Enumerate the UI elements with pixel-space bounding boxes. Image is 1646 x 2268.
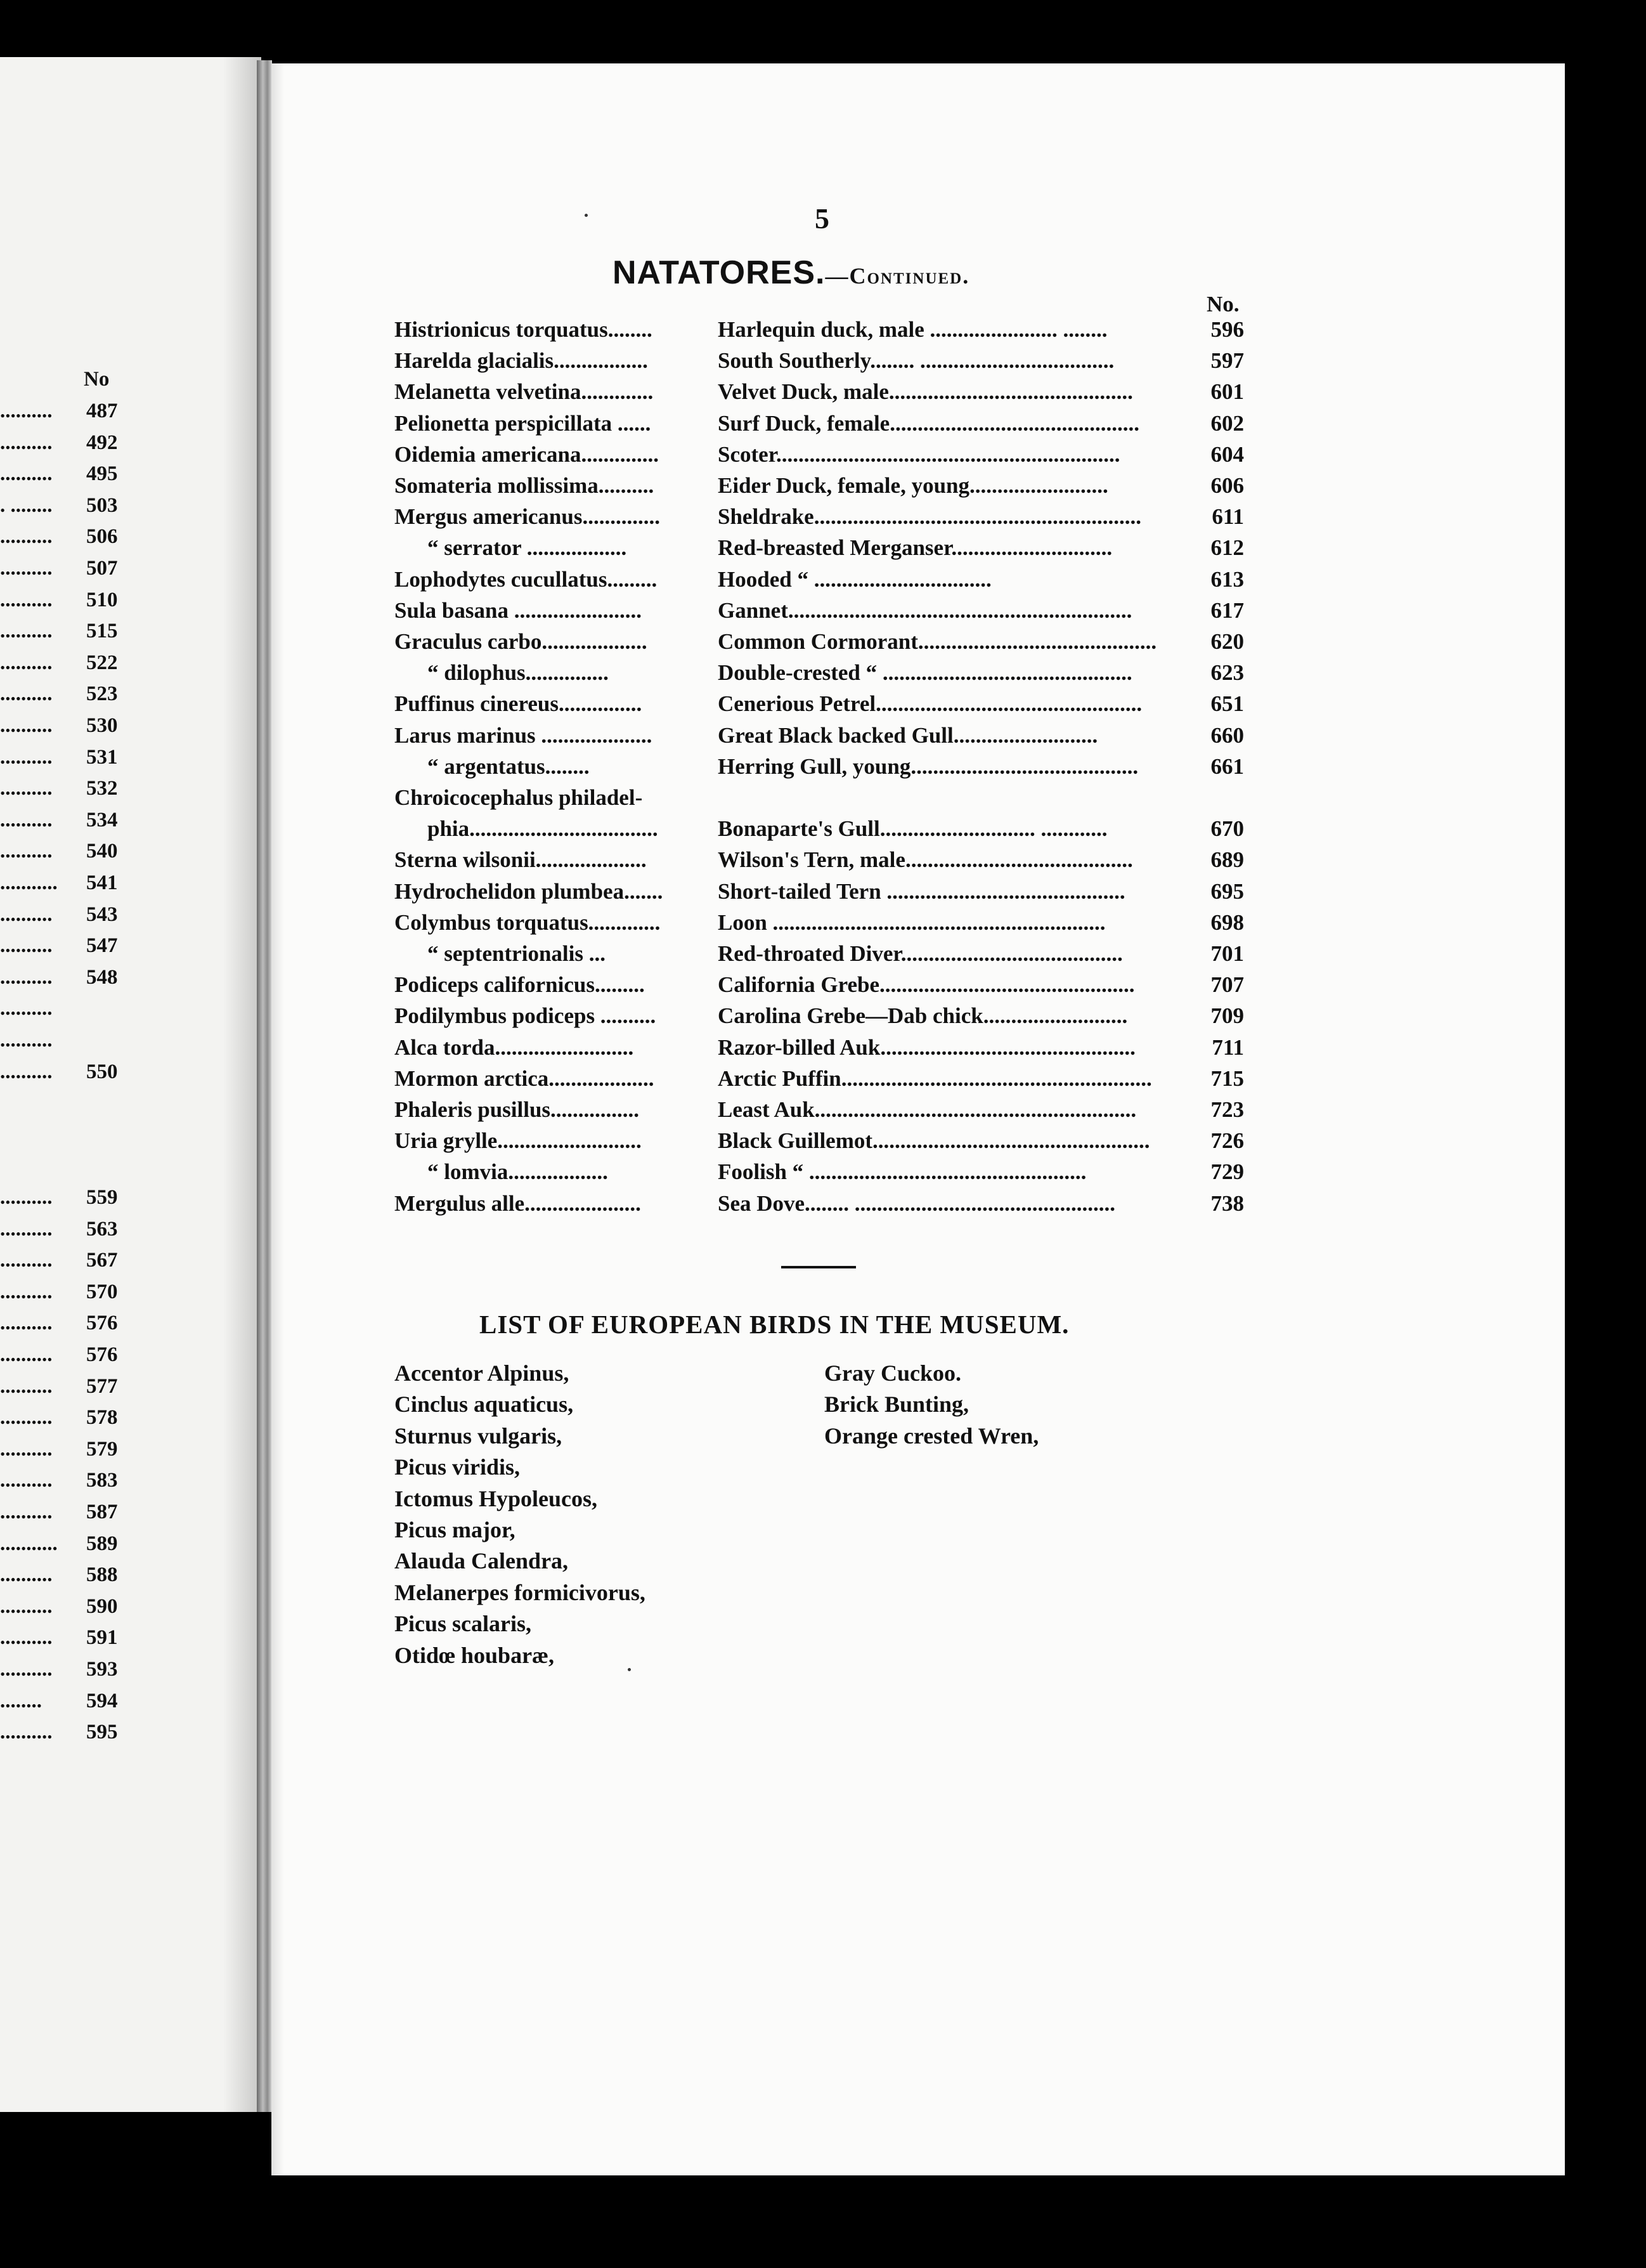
entry-number: 698 xyxy=(1210,909,1244,935)
entry-number: 602 xyxy=(1210,410,1244,436)
entry-row xyxy=(394,379,1257,410)
european-bird-name: Accentor Alpinus, xyxy=(394,1360,569,1386)
entry-number: 707 xyxy=(1210,972,1244,998)
left-row-number: 576 xyxy=(86,1343,118,1366)
entry-number: 597 xyxy=(1210,348,1244,374)
entry-row xyxy=(394,442,1257,473)
page-edge-shadow xyxy=(271,63,284,2175)
common-name: Red-breasted Merganser............................. xyxy=(718,535,1113,561)
left-row-dots: ........... xyxy=(0,1532,58,1555)
entry-row xyxy=(394,598,1257,629)
left-row-number: 522 xyxy=(86,651,118,674)
entry-row xyxy=(394,879,1257,910)
entry-row xyxy=(394,317,1257,348)
common-name: Short-tailed Tern ........................................... xyxy=(718,878,1125,904)
entry-row xyxy=(394,504,1257,535)
left-row-number: 523 xyxy=(86,682,118,706)
left-row-dots: .......... xyxy=(0,965,53,989)
entry-row xyxy=(394,1159,1257,1190)
entry-number: 623 xyxy=(1210,660,1244,686)
latin-name: Lophodytes cucullatus......... xyxy=(394,566,658,592)
european-bird-name: Picus viridis, xyxy=(394,1454,521,1480)
entry-row xyxy=(394,816,1257,847)
entry-number: 601 xyxy=(1210,379,1244,405)
entry-row xyxy=(394,847,1257,878)
left-row-number: 591 xyxy=(86,1626,118,1650)
entry-number: 738 xyxy=(1210,1190,1244,1216)
entry-row xyxy=(394,660,1257,691)
left-row-dots: . ........ xyxy=(0,493,53,517)
european-bird-name: Otidœ houbaræ, xyxy=(394,1642,555,1668)
common-name: Cenerious Petrel................................................ xyxy=(718,691,1143,717)
entry-row xyxy=(394,1035,1257,1066)
entry-number: 729 xyxy=(1210,1159,1244,1185)
left-row-dots: .......... xyxy=(0,1343,53,1366)
common-name: Least Auk.......................................................... xyxy=(718,1097,1137,1122)
left-row-dots: ........... xyxy=(0,871,58,894)
left-row-number: 547 xyxy=(86,934,118,958)
common-name: Surf Duck, female............................................. xyxy=(718,410,1139,436)
entry-number: 726 xyxy=(1210,1128,1244,1154)
common-name: Razor-billed Auk.............................................. xyxy=(718,1034,1136,1060)
left-row-number: 578 xyxy=(86,1406,118,1430)
left-row-dots: ........ xyxy=(0,1689,42,1712)
common-name: Herring Gull, young......................................... xyxy=(718,753,1139,779)
left-row-dots: .......... xyxy=(0,934,53,958)
european-bird-name: Picus major, xyxy=(394,1517,515,1542)
latin-name: Melanetta velvetina............. xyxy=(394,379,654,405)
left-row-number: 594 xyxy=(86,1689,118,1712)
common-name: Hooded “ ................................ xyxy=(718,566,992,592)
common-name: Red-throated Diver........................................ xyxy=(718,941,1123,966)
entry-row xyxy=(394,754,1257,785)
entry-row xyxy=(394,723,1257,754)
common-name: Common Cormorant........................................... xyxy=(718,629,1157,654)
latin-name: Larus marinus .................... xyxy=(394,722,652,748)
entry-number: 613 xyxy=(1210,566,1244,592)
latin-name: Somateria mollissima.......... xyxy=(394,473,654,498)
left-row-dots: .......... xyxy=(0,1406,53,1430)
latin-name: Oidemia americana.............. xyxy=(394,441,659,467)
common-name: Scoter.............................................................. xyxy=(718,441,1120,467)
entry-row xyxy=(394,1066,1257,1097)
entry-number: 695 xyxy=(1210,878,1244,904)
entry-row xyxy=(394,535,1257,566)
left-row-number: 593 xyxy=(86,1658,118,1681)
left-row-dots: .......... xyxy=(0,462,53,486)
common-name: Eider Duck, female, young......................... xyxy=(718,473,1108,498)
latin-name: “ argentatus........ xyxy=(427,753,590,779)
left-row-dots: .......... xyxy=(0,777,53,800)
left-row-number: 589 xyxy=(86,1532,118,1555)
number-column-header: No. xyxy=(1207,292,1240,316)
left-row-dots: .......... xyxy=(0,431,53,454)
entry-number: 612 xyxy=(1210,535,1244,561)
left-row-number: 506 xyxy=(86,525,118,549)
left-row-number: 510 xyxy=(86,588,118,611)
heading-continued: —Continued. xyxy=(825,263,970,289)
common-name: California Grebe.............................................. xyxy=(718,972,1135,998)
entry-row xyxy=(394,910,1257,941)
left-row-dots: .......... xyxy=(0,651,53,674)
left-row-dots: .......... xyxy=(0,997,53,1020)
entry-row xyxy=(394,473,1257,504)
left-row-number: 515 xyxy=(86,620,118,643)
left-page-fragment xyxy=(0,57,261,2112)
left-row-dots: .......... xyxy=(0,745,53,769)
left-row-dots: .......... xyxy=(0,620,53,643)
left-row-dots: .......... xyxy=(0,1249,53,1272)
common-name: Sea Dove........ ............................................... xyxy=(718,1190,1116,1216)
section-heading xyxy=(612,254,969,292)
entry-number: 604 xyxy=(1210,441,1244,467)
common-name: Velvet Duck, male............................................ xyxy=(718,379,1133,405)
latin-name: Podilymbus podiceps .......... xyxy=(394,1003,656,1029)
common-name: Wilson's Tern, male......................................... xyxy=(718,847,1133,873)
left-row-number: 563 xyxy=(86,1217,118,1241)
left-row-number: 503 xyxy=(86,493,118,517)
latin-name: Mergulus alle..................... xyxy=(394,1190,641,1216)
page-shadow xyxy=(223,57,261,2112)
european-bird-name: Picus scalaris, xyxy=(394,1611,531,1637)
european-bird-name: Sturnus vulgaris, xyxy=(394,1423,562,1449)
left-row-dots: .......... xyxy=(0,1060,53,1083)
left-row-dots: .......... xyxy=(0,682,53,706)
common-name: Bonaparte's Gull............................ ............ xyxy=(718,816,1108,842)
entry-number: 660 xyxy=(1210,722,1244,748)
common-name: Carolina Grebe—Dab chick.......................... xyxy=(718,1003,1128,1029)
entry-row xyxy=(394,567,1257,598)
latin-name: phia.................................. xyxy=(427,816,658,842)
latin-name: Mormon arctica................... xyxy=(394,1066,654,1091)
entry-number: 651 xyxy=(1210,691,1244,717)
left-row-number: 530 xyxy=(86,714,118,737)
entry-row xyxy=(394,941,1257,972)
entry-number: 709 xyxy=(1210,1003,1244,1029)
left-row-number: 531 xyxy=(86,745,118,769)
entry-number: 670 xyxy=(1210,816,1244,842)
print-speck xyxy=(585,214,588,217)
left-row-dots: .......... xyxy=(0,1721,53,1744)
left-row-number: 548 xyxy=(86,965,118,989)
left-row-number: 540 xyxy=(86,840,118,863)
print-speck xyxy=(628,1668,631,1671)
entry-number: 715 xyxy=(1210,1066,1244,1091)
entry-number: 611 xyxy=(1212,504,1244,530)
left-row-number: 567 xyxy=(86,1249,118,1272)
latin-name: Histrionicus torquatus........ xyxy=(394,317,652,342)
left-column-header: No xyxy=(84,368,110,391)
common-name: Arctic Puffin........................................................ xyxy=(718,1066,1152,1091)
left-row-dots: .......... xyxy=(0,557,53,580)
latin-name: Sterna wilsonii.................... xyxy=(394,847,647,873)
latin-name: Graculus carbo................... xyxy=(394,629,647,654)
left-row-dots: .......... xyxy=(0,1029,53,1052)
left-row-dots: .......... xyxy=(0,1501,53,1523)
entry-number: 701 xyxy=(1210,941,1244,966)
entry-row xyxy=(394,1128,1257,1159)
latin-name: Sula basana ....................... xyxy=(394,597,642,623)
latin-name: Colymbus torquatus............. xyxy=(394,909,661,935)
european-bird-name: Cinclus aquaticus, xyxy=(394,1391,574,1418)
latin-name: Hydrochelidon plumbea....... xyxy=(394,878,663,904)
left-row-dots: .......... xyxy=(0,1312,53,1335)
left-row-dots: .......... xyxy=(0,1658,53,1681)
entry-number: 723 xyxy=(1210,1097,1244,1122)
left-row-dots: .......... xyxy=(0,1280,53,1303)
left-row-dots: .......... xyxy=(0,525,53,549)
entry-number: 606 xyxy=(1210,473,1244,498)
entry-number: 596 xyxy=(1210,317,1244,342)
entry-row xyxy=(394,691,1257,722)
entry-row xyxy=(394,629,1257,660)
entry-row xyxy=(394,785,1257,816)
entry-row xyxy=(394,348,1257,379)
common-name: Harlequin duck, male ....................... ........ xyxy=(718,317,1108,342)
european-bird-name: Ictomus Hypoleucos, xyxy=(394,1485,598,1511)
left-row-dots: .......... xyxy=(0,1594,53,1618)
left-row-number: 495 xyxy=(86,462,118,486)
left-row-number: 570 xyxy=(86,1280,118,1303)
left-row-dots: .......... xyxy=(0,1626,53,1650)
latin-name: Puffinus cinereus............... xyxy=(394,691,642,717)
left-row-dots: .......... xyxy=(0,1469,53,1492)
european-bird-name: Gray Cuckoo. xyxy=(824,1360,961,1386)
left-row-number: 577 xyxy=(86,1374,118,1398)
left-row-dots: .......... xyxy=(0,1437,53,1461)
section-divider xyxy=(781,1266,856,1268)
common-name: Double-crested “ ............................................. xyxy=(718,660,1132,686)
left-row-dots: .......... xyxy=(0,1217,53,1241)
heading-title: NATATORES. xyxy=(612,254,826,291)
left-row-number: 534 xyxy=(86,808,118,831)
left-row-dots: .......... xyxy=(0,588,53,611)
entry-number: 661 xyxy=(1210,753,1244,779)
entry-row xyxy=(394,972,1257,1003)
common-name: Black Guillemot.................................................. xyxy=(718,1128,1150,1154)
latin-name: Alca torda......................... xyxy=(394,1034,634,1060)
entry-row xyxy=(394,1191,1257,1222)
left-row-number: 532 xyxy=(86,777,118,800)
latin-name: Podiceps californicus......... xyxy=(394,972,645,998)
entry-row xyxy=(394,1003,1257,1034)
latin-name: Harelda glacialis................. xyxy=(394,348,648,374)
latin-name: “ lomvia.................. xyxy=(427,1159,608,1185)
common-name: Foolish “ .................................................. xyxy=(718,1159,1087,1185)
left-row-number: 550 xyxy=(86,1060,118,1083)
european-bird-name: Brick Bunting, xyxy=(824,1391,969,1418)
left-row-number: 579 xyxy=(86,1437,118,1461)
entry-row xyxy=(394,411,1257,442)
common-name: Sheldrake........................................................... xyxy=(718,504,1141,530)
left-row-dots: .......... xyxy=(0,903,53,926)
book-gutter xyxy=(257,60,272,2112)
left-row-number: 595 xyxy=(86,1721,118,1744)
left-row-number: 583 xyxy=(86,1469,118,1492)
left-row-dots: .......... xyxy=(0,1186,53,1209)
left-row-dots: .......... xyxy=(0,714,53,737)
left-row-dots: .......... xyxy=(0,1374,53,1398)
left-row-number: 507 xyxy=(86,557,118,580)
entry-number: 711 xyxy=(1212,1034,1244,1060)
latin-name: Chroicocephalus philadel- xyxy=(394,785,643,810)
latin-name: Uria grylle.......................... xyxy=(394,1128,642,1154)
common-name: Great Black backed Gull.......................... xyxy=(718,722,1098,748)
latin-name: “ septentrionalis ... xyxy=(427,941,606,966)
european-bird-name: Melanerpes formicivorus, xyxy=(394,1579,645,1605)
latin-name: Phaleris pusillus................ xyxy=(394,1097,640,1122)
left-row-number: 576 xyxy=(86,1312,118,1335)
entry-number: 689 xyxy=(1210,847,1244,873)
latin-name: Mergus americanus.............. xyxy=(394,504,660,530)
entry-row xyxy=(394,1097,1257,1128)
latin-name: “ dilophus............... xyxy=(427,660,609,686)
left-row-number: 590 xyxy=(86,1594,118,1618)
entry-number: 617 xyxy=(1210,597,1244,623)
left-row-dots: .......... xyxy=(0,808,53,831)
latin-name: “ serrator .................. xyxy=(427,535,627,561)
left-row-number: 588 xyxy=(86,1563,118,1587)
common-name: Loon ............................................................ xyxy=(718,909,1106,935)
left-row-number: 492 xyxy=(86,431,118,454)
left-row-number: 587 xyxy=(86,1501,118,1523)
left-row-number: 543 xyxy=(86,903,118,926)
latin-name: Pelionetta perspicillata ...... xyxy=(394,410,651,436)
left-row-number: 541 xyxy=(86,871,118,894)
entry-number: 620 xyxy=(1210,629,1244,654)
page-number: 5 xyxy=(815,202,829,235)
common-name: South Southerly........ ................................... xyxy=(718,348,1115,374)
left-row-number: 559 xyxy=(86,1186,118,1209)
left-row-dots: .......... xyxy=(0,400,53,422)
left-row-number: 487 xyxy=(86,400,118,422)
left-row-dots: .......... xyxy=(0,1563,53,1587)
left-row-dots: .......... xyxy=(0,840,53,863)
european-bird-name: Alauda Calendra, xyxy=(394,1548,569,1574)
european-bird-name: Orange crested Wren, xyxy=(824,1423,1039,1449)
common-name: Gannet.............................................................. xyxy=(718,597,1132,623)
european-list-title: LIST OF EUROPEAN BIRDS IN THE MUSEUM. xyxy=(479,1310,1070,1339)
